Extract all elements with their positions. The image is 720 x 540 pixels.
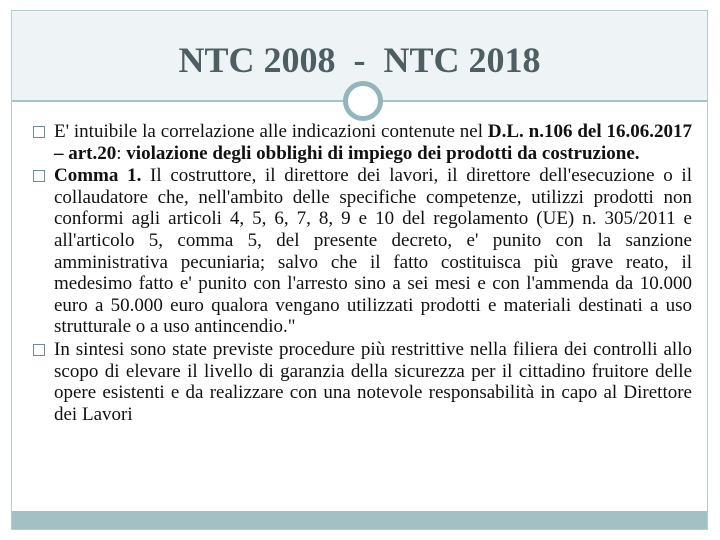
slide-frame	[11, 10, 708, 530]
bullet-bold-text: D.L. n.106 del 16.06.2017 – art.20	[54, 121, 692, 164]
bullet-box-icon	[33, 126, 45, 138]
slide-body	[28, 121, 692, 426]
bullet-bold-text: violazione degli obblighi di impiego dei prodotti da costruzione.	[126, 142, 640, 164]
slide-title: NTC 2008 - NTC 2018	[178, 40, 541, 80]
footer-band	[12, 511, 707, 529]
bullet-box-icon	[33, 170, 45, 182]
bullet-text: :	[116, 142, 127, 164]
bullet-item	[28, 339, 692, 425]
bullet-item	[28, 165, 692, 338]
bullet-item	[28, 121, 692, 164]
bullet-bold-text: Comma 1.	[54, 165, 142, 187]
bullet-text: E' intuibile la correlazione alle indicazioni contenute nel	[54, 121, 488, 142]
title-ring-ornament	[343, 81, 383, 121]
bullet-text: In sintesi sono state previste procedure più restrittive nella filiera dei controlli allo scopo di elevare il livello di garanzia della sicurezza per il cittadino fruitore delle opere esistenti e da realizzare con una notevole responsabilità in capo al Direttore dei Lavori	[54, 338, 692, 425]
bullet-text: Il costruttore, il direttore dei lavori, il direttore dell'esecuzione o il collaudatore che, nell'ambito delle specifiche competenze, utilizzi prodotti non conformi agli articoli 4, 5, 6, 7, 8, 9 e 10 del regolamento (UE) n. 305/2011 e all'articolo 5, comma 5, del presente decreto, e' punito con la sanzione amministrativa pecuniaria; salvo che il fatto costituisca più grave reato, il medesimo fatto e' punito con l'arresto sino a sei mesi e con l'ammenda da 10.000 euro a 50.000 euro qualora vengano utilizzati prodotti e materiali destinati a uso strutturale o a uso antincendio."	[54, 165, 692, 338]
bullet-box-icon	[33, 344, 45, 356]
